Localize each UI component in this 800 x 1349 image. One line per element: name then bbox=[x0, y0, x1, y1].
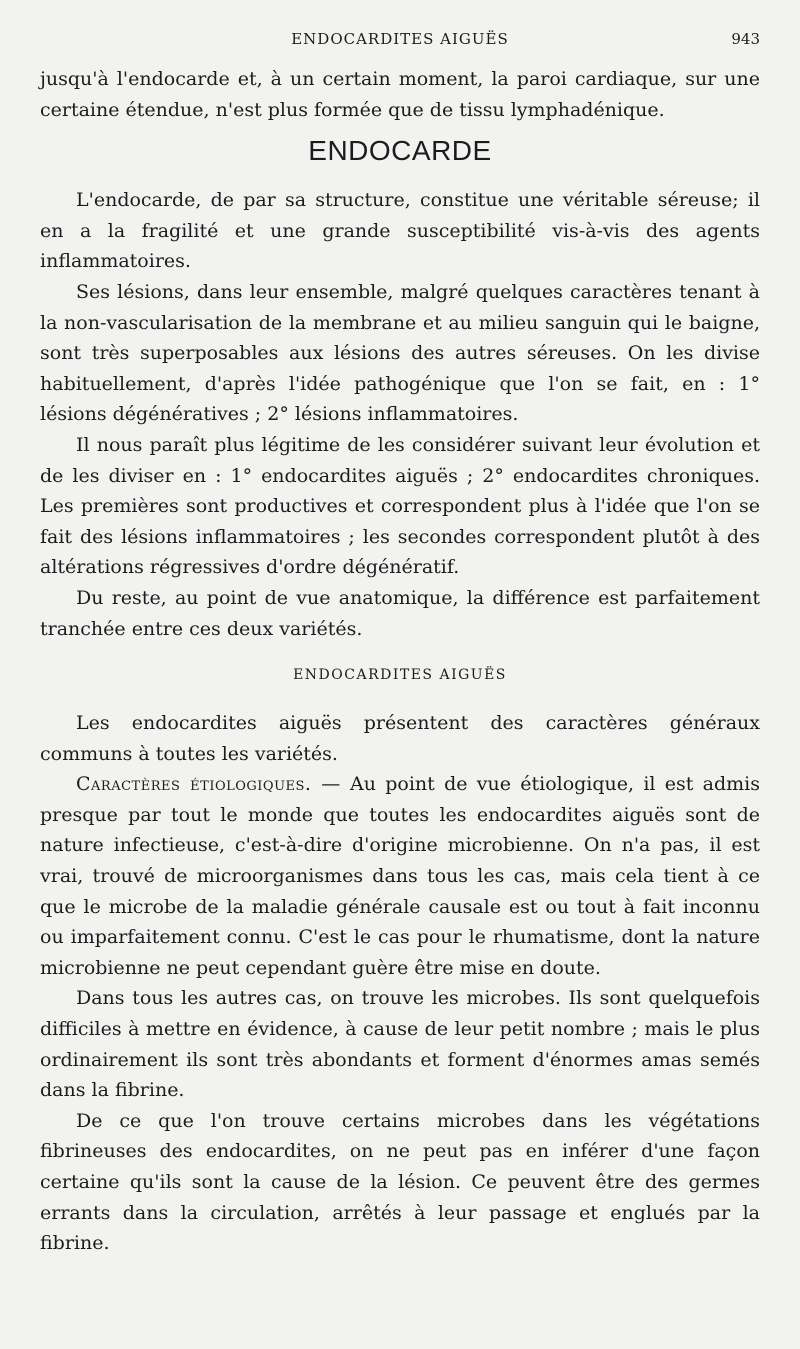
paragraph-continuation: jusqu'à l'endocarde et, à un certain moment, la paroi cardiaque, sur une certaine étendue, n'est plus formée que de tissu lymphadénique. bbox=[40, 68, 760, 121]
paragraph-text: Au point de vue étiologique, il est admis presque par tout le monde que toutes les endocardites aiguës sont de nature infectieuse, c'est-à-dire d'origine microbienne. On n'a pas, il est vrai, trouvé de microorganismes dans tous les cas, mais cela tient à ce que le microbe de la maladie générale causale est ou tout à fait inconnu ou imparfaitement connu. C'est le cas pour le rhumatisme, dont la nature microbienne ne peut cependant guère être mise en doute. bbox=[40, 773, 760, 979]
paragraph: Dans tous les autres cas, on trouve les microbes. Ils sont quelquefois difficiles à mettre en évidence, à cause de leur petit nombre ; mais le plus ordinairement ils sont très abondants et forment d'énormes amas semés dans la fibrine. bbox=[40, 987, 760, 1102]
section-heading: ENDOCARDE bbox=[308, 135, 492, 167]
paragraph: L'endocarde, de par sa structure, constitue une véritable séreuse; il en a la fragilité et une grande susceptibilité vis-à-vis des agents inflammatoires. bbox=[40, 189, 760, 273]
running-head bbox=[40, 30, 760, 54]
page-number: 943 bbox=[731, 30, 760, 48]
subsection-heading: ENDOCARDITES AIGUËS bbox=[293, 667, 507, 684]
paragraph-etiology bbox=[40, 769, 760, 983]
paragraph: De ce que l'on trouve certains microbes dans les végétations fibrineuses des endocardites, on ne peut pas en inférer d'une façon certaine qu'ils sont la cause de la lésion. Ce peuvent être des germes errants dans la circulation, arrêtés à leur passage et englués par la fibrine. bbox=[40, 1109, 760, 1255]
paragraph: Les endocardites aiguës présentent des caractères généraux communs à toutes les variétés. bbox=[40, 712, 760, 765]
paragraph: Du reste, au point de vue anatomique, la différence est parfaitement tranchée entre ces deux variétés. bbox=[40, 586, 760, 640]
body-text bbox=[40, 64, 760, 1259]
paragraph: Ses lésions, dans leur ensemble, malgré quelques caractères tenant à la non-vascularisation de la membrane et au milieu sanguin qui le baigne, sont très superposables aux lésions des autres séreuses. On les divise habituellement, d'après l'idée pathogénique que l'on se fait, en : 1° lésions dégénératives ; 2° lésions inflammatoires. bbox=[40, 280, 760, 426]
paragraph: Il nous paraît plus légitime de les considérer suivant leur évolution et de les diviser en : 1° endocardites aiguës ; 2° endocardites chroniques. Les premières sont productives et correspondent plus à l'idée que l'on se fait des lésions inflammatoires ; les secondes correspondent plutôt à des altérations régressives d'ordre dégénératif. bbox=[40, 433, 760, 579]
running-head-title: ENDOCARDITES AIGUËS bbox=[291, 30, 509, 48]
run-in-heading: Caractères étiologiques. — bbox=[76, 773, 341, 796]
